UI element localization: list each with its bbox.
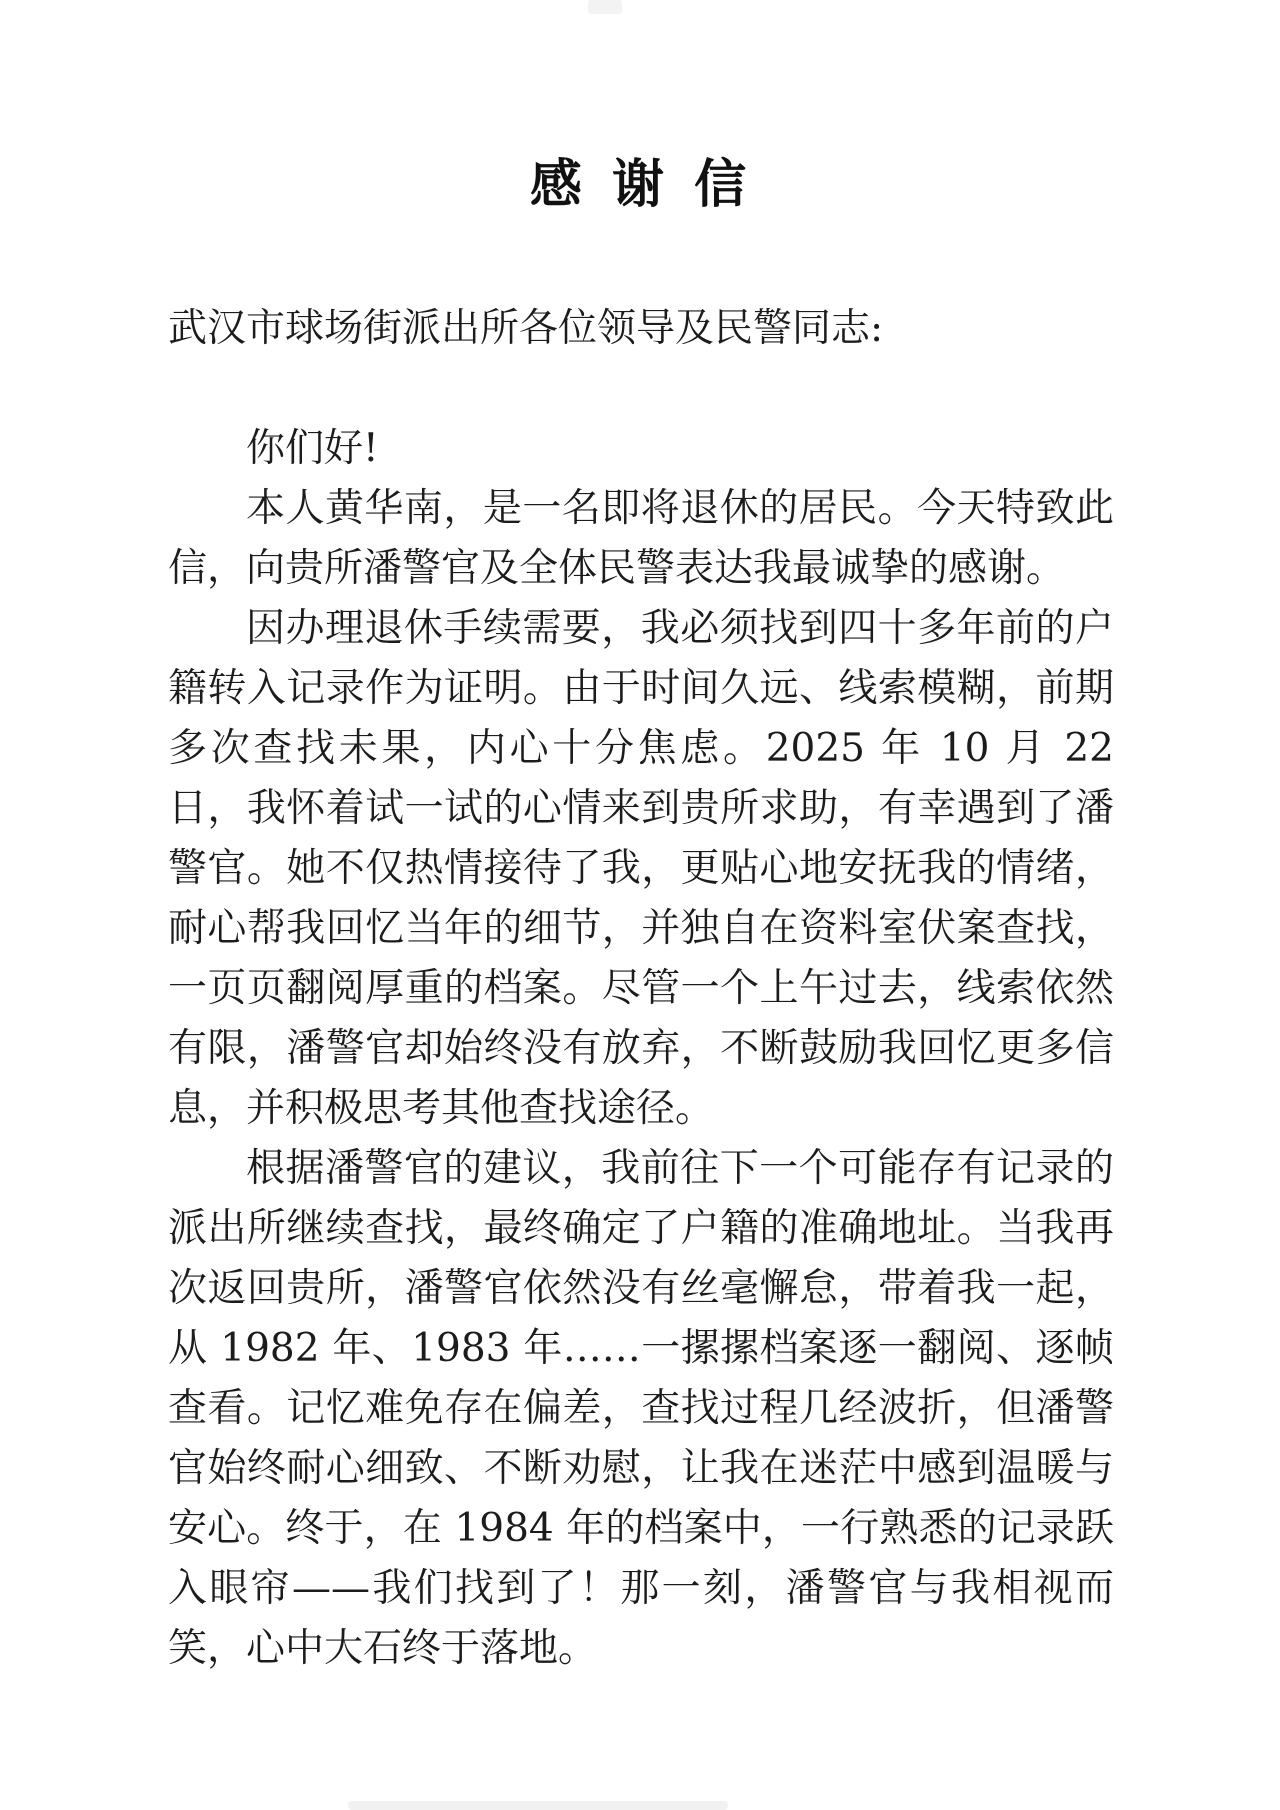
letter-paragraph-resolution: 根据潘警官的建议，我前往下一个可能存有记录的派出所继续查找，最终确定了户籍的准确地址。当我再次返回贵所，潘警官依然没有丝毫懈怠，带着我一起，从 1982 年、1983 年……一摞摞档案逐一翻阅、逐帧查看。记忆难免存在偏差，查找过程几经波折，但潘警官始终耐心细致、不断劝慰，让我在迷茫中感到温暖与安心。终于，在 1984 年的档案中，一行熟悉的记录跃入眼帘——我们找到了！那一刻，潘警官与我相视而笑，心中大石终于落地。 <box>168 1146 1114 1671</box>
scan-artifact-bottom <box>348 1801 728 1810</box>
scan-artifact-top <box>588 0 622 14</box>
letter-body <box>168 299 1114 1679</box>
letter-paragraph-search-story: 因办理退休手续需要，我必须找到四十多年前的户籍转入记录作为证明。由于时间久远、线索模糊，前期多次查找未果，内心十分焦虑。2025 年 10 月 22 日，我怀着试一试的心情来到贵所求助，有幸遇到了潘警官。她不仅热情接待了我，更贴心地安抚我的情绪，耐心帮我回忆当年的细节，并独自在资料室伏案查找，一页页翻阅厚重的档案。尽管一个上午过去，线索依然有限，潘警官却始终没有放弃，不断鼓励我回忆更多信息，并积极思考其他查找途径。 <box>168 606 1114 1131</box>
letter-paragraph-intro: 本人黄华南，是一名即将退休的居民。今天特致此信，向贵所潘警官及全体民警表达我最诚挚的感谢。 <box>168 486 1114 591</box>
letter-greeting: 你们好! <box>246 426 379 471</box>
letter-salutation: 武汉市球场街派出所各位领导及民警同志: <box>168 306 884 351</box>
letter-title: 感 谢 信 <box>529 154 753 215</box>
